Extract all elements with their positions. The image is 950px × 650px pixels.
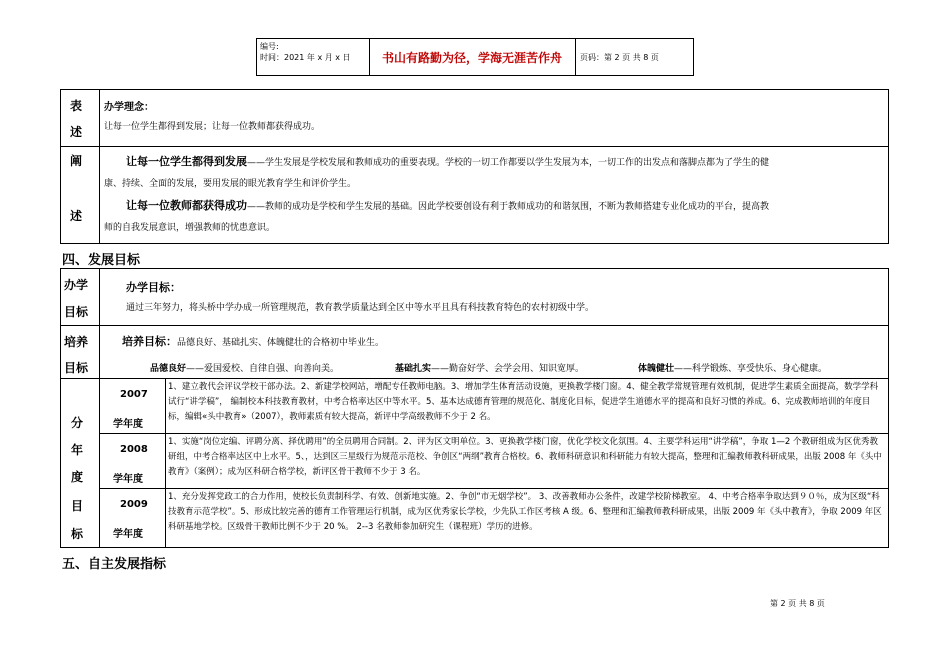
body-line: 体魄健壮——科学锻炼、享受快乐、身心健康。	[638, 364, 828, 374]
train-goal-text: 品德良好、基础扎实、体魄健壮的合格初中毕业生。	[177, 338, 385, 348]
year-2008: 2008	[120, 444, 148, 455]
section-5-title: 五、自主发展指标	[62, 557, 167, 572]
year-2007: 2007	[120, 389, 148, 400]
train-goal-line	[122, 333, 384, 349]
label-shu-2: 述	[70, 209, 83, 223]
label-chan: 阐	[70, 154, 83, 168]
page-footer: 第 2 页 共 8 页	[770, 599, 825, 608]
year-2007-text: 1、建立教代会评议学校干部办法。2、新建学校网站，增配专任教师电脑。3、增加学生体育活动设施，更换教学楼门窗。4、健全教学常规管理有效机制，促进学生素质全面提高，数学学科试行“讲学稿”， 编制校本科技教育教材，中考合格率达区中等水平。5、基本达成德育管理的规范化、制度化目标，促进学生道德水平的提高和良好习惯的养成。6、完成教师培训的年度目标，编辑«头中教育»（2007），教师素质有较大提高，新评中学高级教师不少于 2 名。	[168, 382, 879, 422]
paragraph-1-line-1: 让每一位学生都得到发展——学生发展是学校发展和教师成功的重要表现。学校的一切工作都要以学生发展为本，一切工作的出发点和落脚点都为了学生的健	[126, 155, 770, 168]
label-biao: 表	[70, 99, 83, 113]
header-number: 编号:	[260, 42, 279, 51]
year-2009: 2009	[120, 499, 148, 510]
header-page: 页码：第 2 页 共 8 页	[580, 52, 659, 62]
header-motto: 书山有路勤为径，学海无涯苦作舟	[369, 39, 576, 75]
yearly-label-2: 年	[71, 443, 84, 457]
paragraph-1-line-2: 康、持续、全面的发展，要用发展的眼光教育学生和评价学生。	[104, 179, 357, 189]
basic-line: 基础扎实——勤奋好学、会学会用、知识宽厚。	[395, 364, 585, 374]
label-train-b: 目标	[64, 361, 89, 375]
yearly-label-4: 目	[71, 499, 84, 513]
year-2008-text: 1、实施“岗位定编、评聘分离、择优聘用”的全员聘用合同制。2、评为区文明单位。3、更换教学楼门窗，优化学校文化氛围。4、主要学科运用“讲学稿”，争取 1—2 个教研组成为区优秀教研组，中考合格率达区中上水平。5、，达到区三星级行为规范示范校、争创区“两纲”教育合格校。6、教师科研意识和科研能力有较大提高，整理和汇编教师教科研成果，出版 2008 年《头中教育》（案例）；成为区科研合格学校，新评区骨干教师不少于 3 名。	[168, 437, 882, 477]
paragraph-2-line-1: 让每一位教师都获得成功——教师的成功是学校和学生发展的基础。因此学校要创设有利于教师成功的和谐氛围，不断为教师搭建专业化成功的平台，提高教	[126, 199, 770, 212]
page-header	[256, 38, 694, 76]
moral-line: 品德良好——爱国爱校、自律自强、向善向美。	[150, 364, 340, 374]
school-goal-title: 办学目标：	[126, 281, 181, 294]
year-2008-suffix: 学年度	[113, 474, 143, 485]
paragraph-1-bold: 让每一位学生都得到发展	[126, 155, 247, 168]
yearly-label-1: 分	[71, 416, 84, 430]
header-meta	[257, 39, 370, 75]
paragraph-2-bold: 让每一位教师都获得成功	[126, 199, 247, 212]
header-time: 时间：2021 年 x 月 x 日	[260, 53, 351, 62]
label-train-a: 培养	[64, 335, 89, 349]
train-goal-title: 培养目标：	[122, 335, 177, 348]
section-4-title: 四、发展目标	[62, 253, 141, 268]
concept-text: 让每一位学生都得到发展；让每一位教师都获得成功。	[104, 122, 321, 132]
year-2009-suffix: 学年度	[113, 529, 143, 540]
year-2007-suffix: 学年度	[113, 419, 143, 430]
yearly-label-3: 度	[71, 470, 84, 484]
year-2009-text: 1、充分发挥党政工的合力作用，使校长负责制科学、有效、创新地实施。2、争创“市无烟学校”。 3、改善教师办公条件，改建学校阶梯教室。 4、中考合格率争取达到９０％，成为区级“科技教育示范学校”。5、形成比较完善的德育工作管理运行机制，成为区优秀家长学校，少先队工作区考核 A 级。6、整理和汇编教师教科研成果，出版 2009 年《头中教育》，争取 2009 年区科研基地学校。区级骨干教师比例不少于 20 %。 2--3 名教师参加研究生（课程班）学历的进修。	[168, 492, 882, 532]
label-school-a: 办学	[64, 278, 89, 292]
school-goal-text: 通过三年努力，将头桥中学办成一所管理规范，教育教学质量达到全区中等水平且具有科技教育特色的农村初级中学。	[126, 303, 595, 313]
label-shu: 述	[70, 125, 83, 139]
yearly-label-5: 标	[71, 527, 84, 541]
label-school-b: 目标	[64, 305, 89, 319]
concept-title: 办学理念：	[104, 102, 154, 113]
paragraph-2-line-2: 师的自我发展意识，增强教师的忧患意识。	[104, 223, 276, 233]
